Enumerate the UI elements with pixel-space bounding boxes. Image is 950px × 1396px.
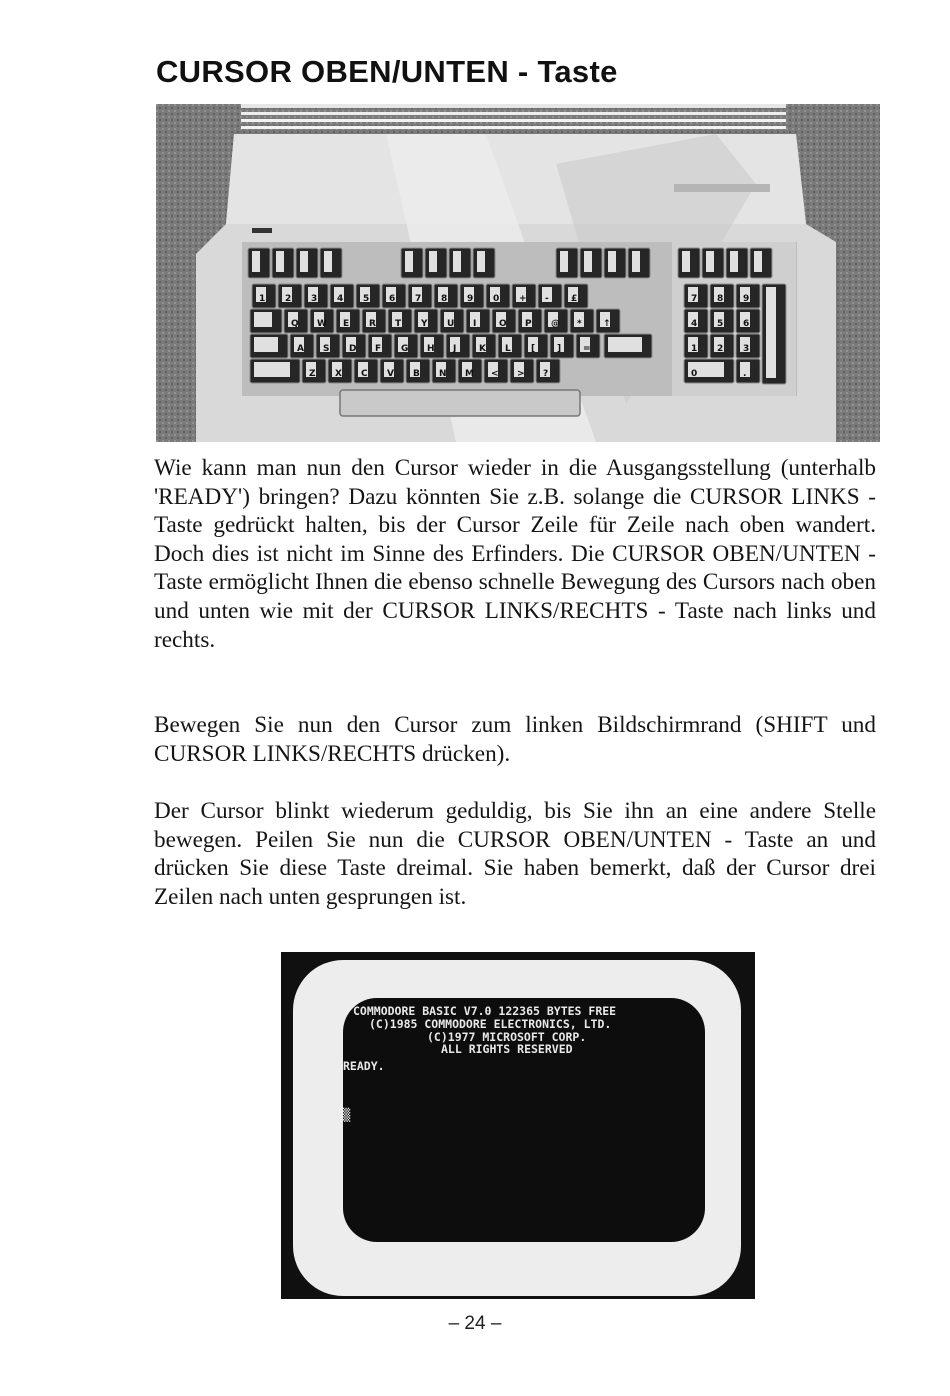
key-label: 9 [467,294,474,304]
key-label: V [387,369,394,379]
function-key [556,248,578,278]
key-label: - [545,294,549,304]
page-number: – 24 – [448,1313,502,1334]
home-row-key [394,334,418,358]
cursor-block: ▒ [343,1108,351,1122]
function-key [750,248,772,278]
home-row-key [524,334,548,358]
function-key [702,248,724,278]
function-key [726,248,748,278]
key-label: I [473,319,477,329]
keypad-key [736,309,760,333]
key-label: 4 [337,294,344,304]
keypad-key [684,284,708,308]
top-row-key [440,309,464,333]
number-row-key [382,284,406,308]
key-label: £ [571,294,578,304]
key-label: L [505,344,511,354]
keypad-key [684,334,708,358]
key-label: @ [551,319,560,329]
screen-line-ready: READY. [343,1059,385,1073]
key-label: 2 [717,344,724,354]
bottom-row-key [432,359,456,383]
key-label: + [519,294,527,304]
number-row-key [330,284,354,308]
function-key [296,248,318,278]
key-label: 0 [691,369,698,379]
function-key [320,248,342,278]
keypad-key [736,284,760,308]
key-label: 2 [285,294,292,304]
key-label: K [479,344,486,354]
return-key [604,334,652,358]
function-key [678,248,700,278]
key-label: S [323,344,330,354]
function-key [628,248,650,278]
key-label: 7 [415,294,422,304]
home-row-key [342,334,366,358]
keypad-key [710,284,734,308]
home-row-key [290,334,314,358]
bottom-row-key [302,359,326,383]
number-row-key [512,284,536,308]
function-key [449,248,471,278]
key-label: J [453,344,457,354]
key-label: B [413,369,420,379]
key-label: . [743,369,747,379]
keypad-key [684,309,708,333]
paragraph-3: Der Cursor blinkt wiederum geduldig, bis Sie ihn an eine andere Stelle bewegen. Peilen Sie nun die CURSOR OBEN/UNTEN - Taste an und drücken Sie diese Taste dreimal. Sie haben bemerkt, daß der Cursor drei Zeilen nach unten gesprungen ist. [154,798,876,910]
keypad-enter-key [762,284,786,384]
home-row-key [368,334,392,358]
key-label: 5 [363,294,370,304]
top-row-key [388,309,412,333]
bottom-row-key [536,359,560,383]
top-row-key [414,309,438,333]
key-label: > [517,369,525,379]
key-label: Z [309,369,316,379]
top-row-key [466,309,490,333]
key-label: C [361,369,368,379]
key-label: 6 [389,294,396,304]
key-label: 5 [717,319,724,329]
bottom-row-key [354,359,378,383]
top-row-key [336,309,360,333]
key-label: A [297,344,304,354]
number-row-key [252,284,276,308]
key-label: W [317,319,327,329]
key-label: T [395,319,402,329]
space-bar-key [340,390,580,416]
number-row-key [460,284,484,308]
number-row-key [408,284,432,308]
key-label: 0 [493,294,500,304]
key-label: F [375,344,382,354]
screen-line-3: (C)1977 MICROSOFT CORP. [427,1030,587,1044]
number-row-key [564,284,588,308]
key-label: P [525,319,532,329]
key-label: O [499,319,507,329]
function-key [425,248,447,278]
key-label: X [335,369,342,379]
shift-key [250,359,300,383]
bottom-row-key [458,359,482,383]
key-label: 1 [259,294,266,304]
number-row-key [304,284,328,308]
key-label: 3 [743,344,750,354]
number-row-key [434,284,458,308]
keypad-key [710,309,734,333]
key-label: R [369,319,376,329]
function-key [401,248,423,278]
key-label: Y [421,319,428,329]
keypad-key [710,334,734,358]
paragraph-1: Wie kann man nun den Cursor wieder in die Ausgangsstellung (unterhalb 'READY') bringen? Dazu könnten Sie z.B. solange die CURSOR LINKS - Taste gedrückt halten, bis der Cursor Zeile für Zeile nach oben wandert. Doch dies ist nicht im Sinne des Erfinders. Die CURSOR OBEN/UNTEN - Taste ermöglicht Ihnen die ebenso schnelle Bewegung des Cursors nach oben und unten wie mit der CURSOR LINKS/RECHTS - Taste nach links und rechts. [154,455,876,653]
number-row-key [486,284,510,308]
key-label: Q [291,319,299,329]
top-row-key [362,309,386,333]
bottom-row-key [510,359,534,383]
number-row-key [278,284,302,308]
home-row-key [446,334,470,358]
key-label: D [349,344,357,354]
key-label: [ [531,344,536,354]
top-row-key [310,309,334,333]
function-key [604,248,626,278]
key-label: = [583,344,591,354]
key-label: 9 [743,294,750,304]
key-label: E [343,319,350,329]
keyboard-illustration [156,104,880,442]
keypad-key [736,334,760,358]
paragraph-2: Bewegen Sie nun den Cursor zum linken Bildschirmrand (SHIFT und CURSOR LINKS/RECHTS drücken). [154,712,876,767]
top-row-key [518,309,542,333]
key-label: 7 [691,294,698,304]
key-label: ] [557,344,562,354]
key-label: ? [543,369,549,379]
screen-line-4: ALL RIGHTS RESERVED [441,1042,573,1056]
keyboard-photo [156,104,880,442]
key-label: < [491,369,499,379]
key-label: 1 [691,344,698,354]
number-row-key [356,284,380,308]
top-row-key [596,309,620,333]
key-label: H [427,344,435,354]
bottom-row-key [328,359,352,383]
page-title: CURSOR OBEN/UNTEN - Taste [156,54,618,89]
monitor-illustration [281,952,755,1299]
function-key [473,248,495,278]
shift-lock-key [250,334,288,358]
key-label: M [465,369,474,379]
top-row-key [544,309,568,333]
key-label: * [577,319,582,329]
screen-line-2: (C)1985 COMMODORE ELECTRONICS, LTD. [369,1017,612,1031]
key-label: 8 [441,294,448,304]
home-row-key [420,334,444,358]
monitor-photo [281,952,755,1299]
number-row-key [538,284,562,308]
home-row-key [498,334,522,358]
home-row-key [576,334,600,358]
home-row-key [316,334,340,358]
key-label: G [401,344,409,354]
bottom-row-key [484,359,508,383]
control-key [250,309,282,333]
function-key [272,248,294,278]
key-label: 3 [311,294,318,304]
keypad-key [736,359,760,383]
keypad-key [684,359,734,383]
home-row-key [472,334,496,358]
function-key [580,248,602,278]
key-label: 4 [691,319,698,329]
key-label: ↑ [603,319,611,329]
top-row-key [570,309,594,333]
bottom-row-key [380,359,404,383]
key-label: 8 [717,294,724,304]
key-label: N [439,369,447,379]
key-label: 6 [743,319,750,329]
top-row-key [284,309,308,333]
bottom-row-key [406,359,430,383]
function-key [248,248,270,278]
key-label: U [447,319,455,329]
screen-line-1: COMMODORE BASIC V7.0 122365 BYTES FREE [353,1004,617,1018]
top-row-key [492,309,516,333]
home-row-key [550,334,574,358]
